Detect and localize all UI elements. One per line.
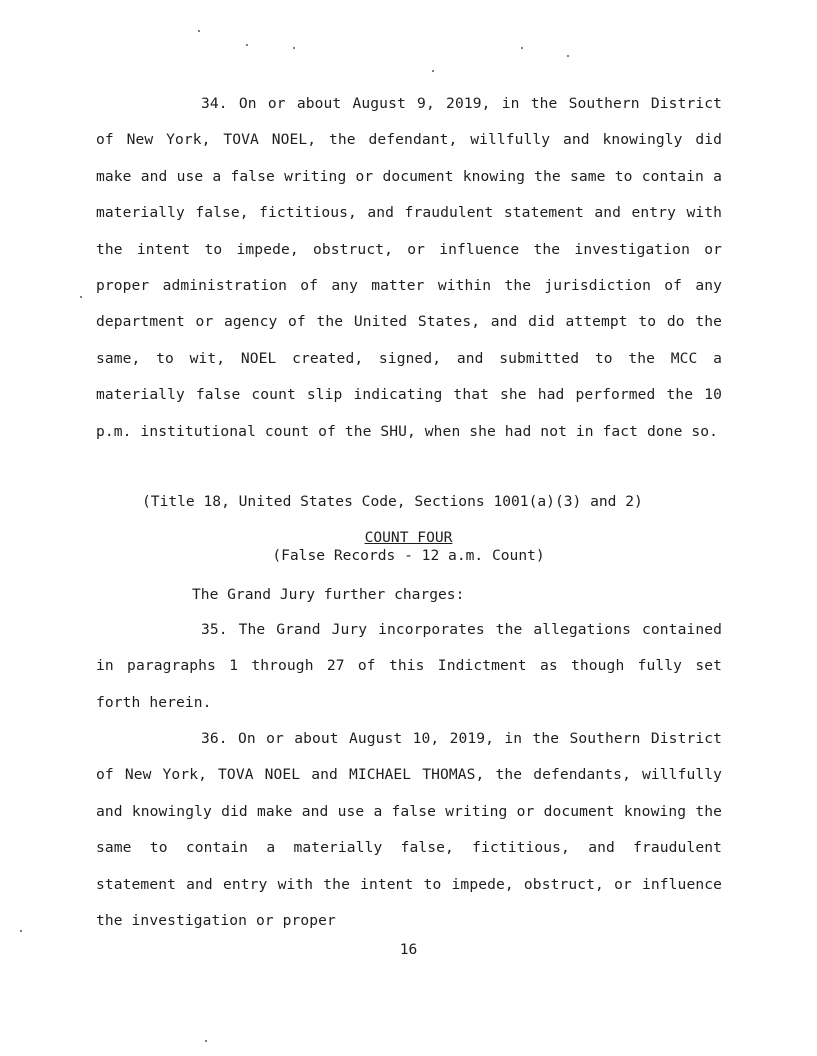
paragraph-35: 35. The Grand Jury incorporates the allegations contained in paragraphs 1 through 27 of this Indictment as though fully set forth herein. — [96, 621, 722, 711]
scan-speck — [567, 55, 569, 57]
scan-speck — [293, 47, 295, 49]
scan-speck — [20, 930, 22, 932]
scan-speck — [246, 44, 248, 46]
scan-speck — [80, 296, 82, 298]
scan-speck — [432, 70, 434, 72]
scan-speck — [205, 1040, 207, 1042]
count-subheading: (False Records - 12 a.m. Count) — [272, 547, 545, 564]
paragraph-34: 34. On or about August 9, 2019, in the Southern District of New York, TOVA NOEL, the defendant, willfully and knowingly did make and use a false writing or document knowing the same to contain a materially false, fictitious, and fraudulent statement and entry with the intent to impede, obstruct, or influence the investigation or proper administration of any matter within the jurisdiction of any department or agency of the United States, and did attempt to do the same, to wit, NOEL created, signed, and submitted to the MCC a materially false count slip indicating that she had performed the 10 p.m. institutional count of the SHU, when she had not in fact done so. — [96, 95, 722, 440]
scan-speck — [198, 30, 200, 32]
statute-citation: (Title 18, United States Code, Sections 1001(a)(3) and 2) — [142, 493, 643, 510]
scan-speck — [521, 47, 523, 49]
page-number: 16 — [399, 941, 418, 958]
grand-jury-charges: The Grand Jury further charges: — [192, 586, 465, 603]
paragraph-36: 36. On or about August 10, 2019, in the Southern District of New York, TOVA NOEL and MICHAEL THOMAS, the defendants, willfully and knowingly did make and use a false writing or document knowing the same to contain a materially false, fictitious, and fraudulent statement and entry with the intent to impede, obstruct, or influence the investigation or proper — [96, 730, 722, 930]
count-heading: COUNT FOUR — [364, 529, 453, 546]
